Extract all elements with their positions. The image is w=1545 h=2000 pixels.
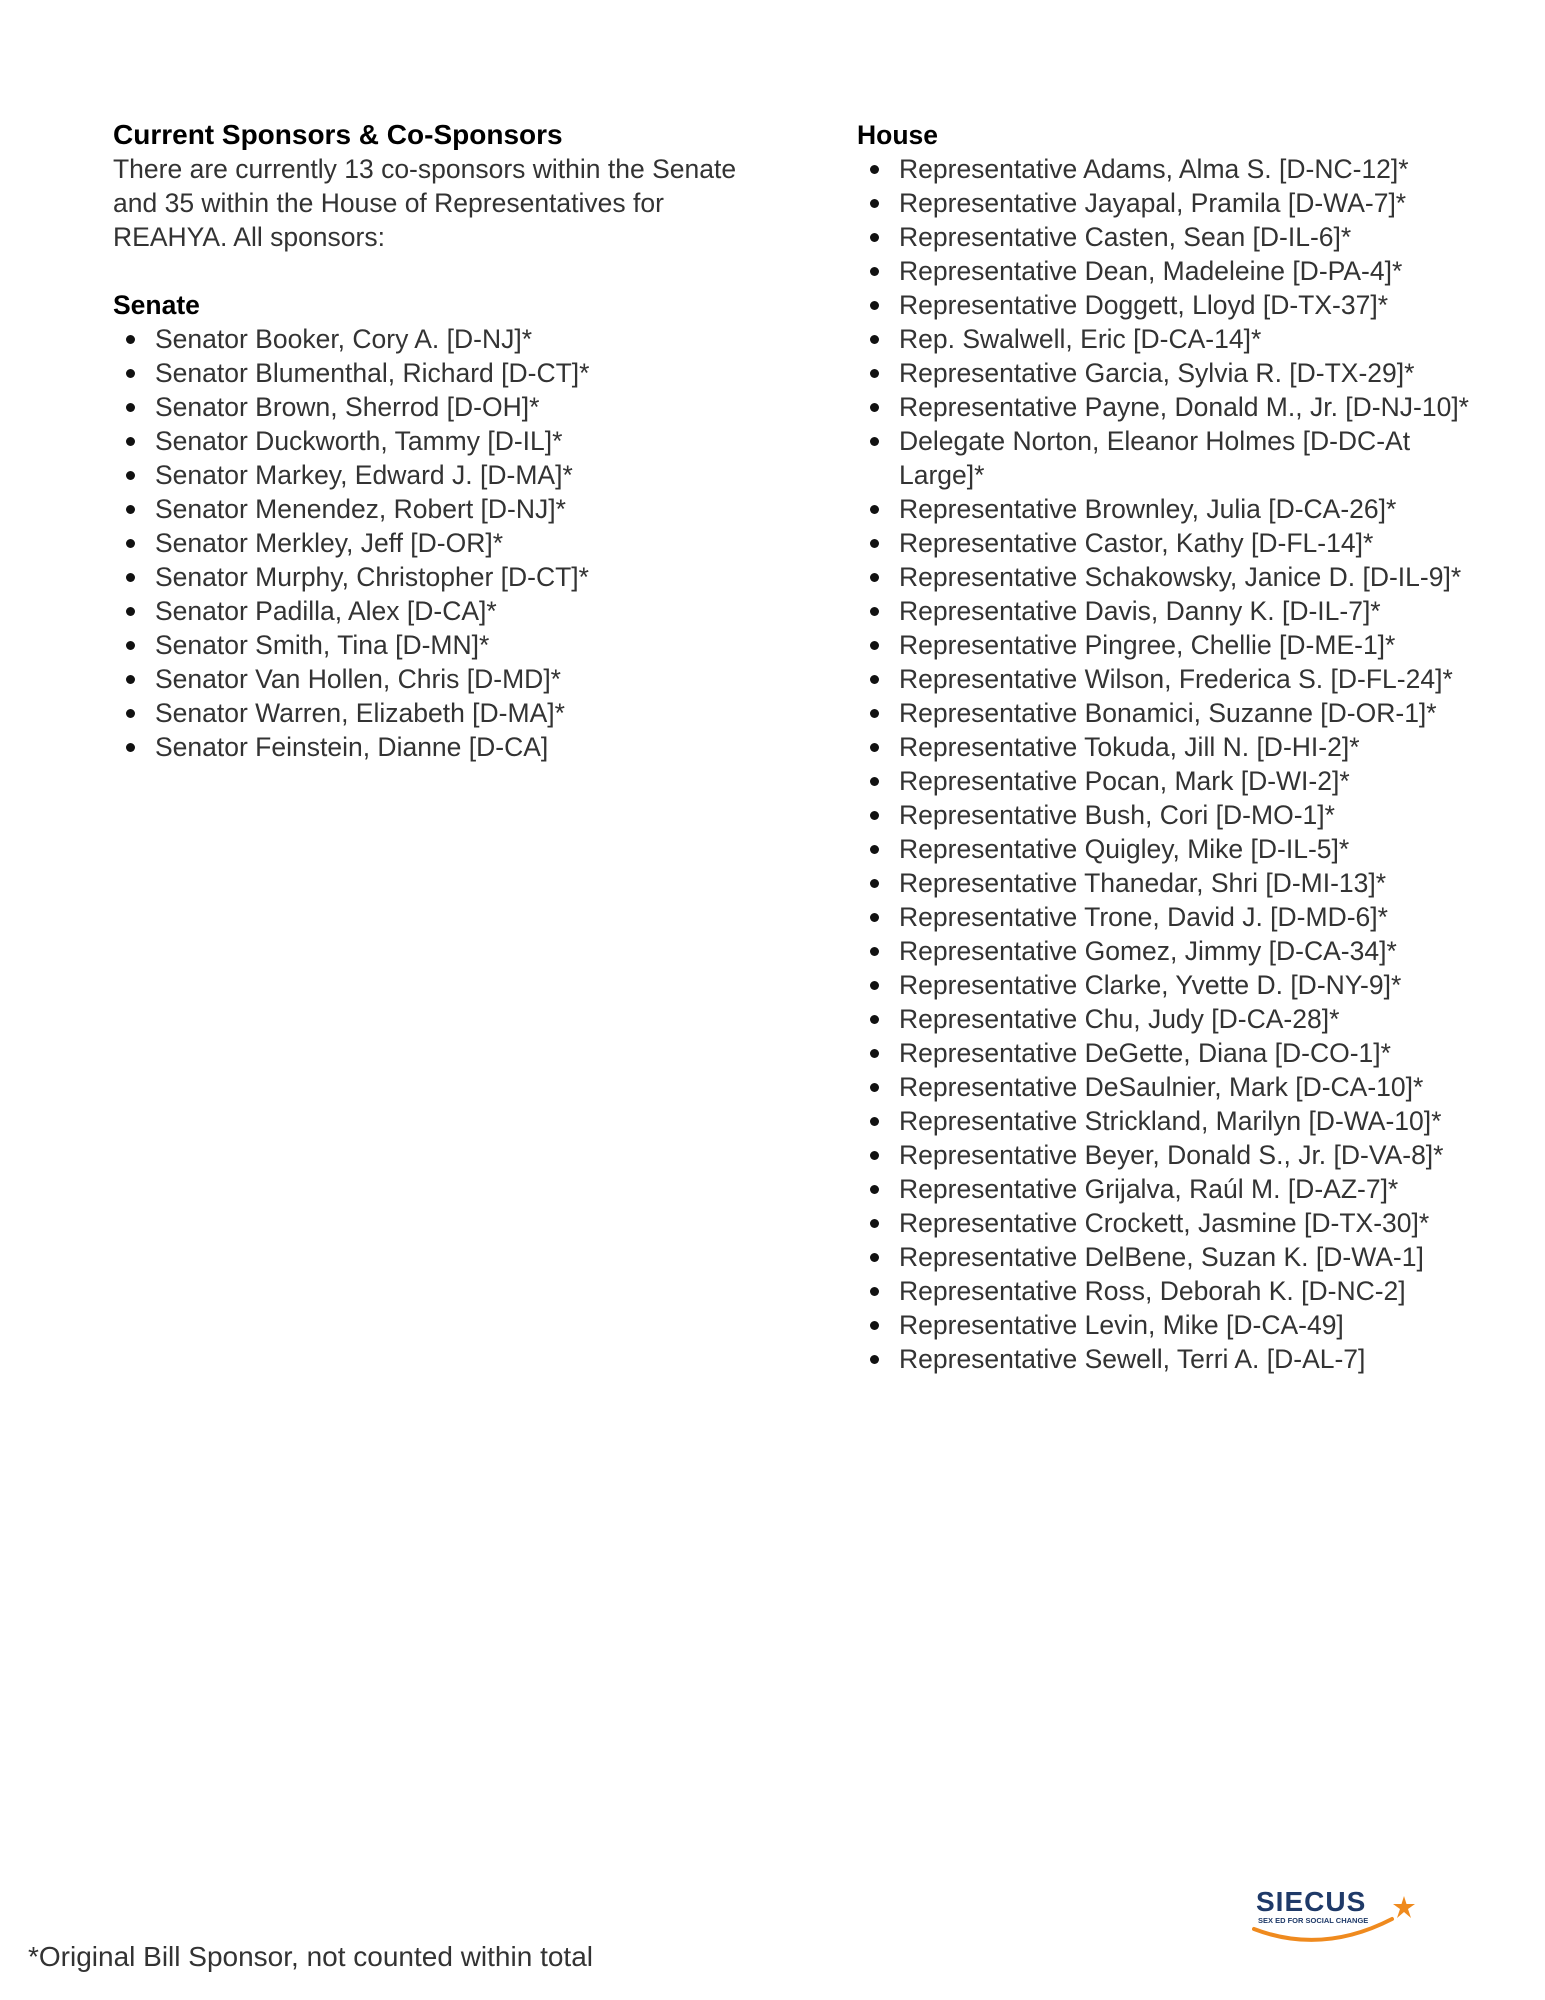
- house-list-item: Representative Davis, Danny K. [D-IL-7]*: [899, 594, 1497, 628]
- senate-list: [113, 322, 753, 764]
- senate-list-item: Senator Feinstein, Dianne [D-CA]: [155, 730, 753, 764]
- house-list-item: Representative Casten, Sean [D-IL-6]*: [899, 220, 1497, 254]
- senate-list-item: Senator Murphy, Christopher [D-CT]*: [155, 560, 753, 594]
- house-list-item: Representative Thanedar, Shri [D-MI-13]*: [899, 866, 1497, 900]
- senate-list-item: Senator Merkley, Jeff [D-OR]*: [155, 526, 753, 560]
- house-list-item: Delegate Norton, Eleanor Holmes [D-DC-At Large]*: [899, 424, 1497, 492]
- house-list-item: Representative Dean, Madeleine [D-PA-4]*: [899, 254, 1497, 288]
- house-heading: House: [857, 120, 938, 150]
- house-list-item: Representative Bonamici, Suzanne [D-OR-1]*: [899, 696, 1497, 730]
- house-list-item: Rep. Swalwell, Eric [D-CA-14]*: [899, 322, 1497, 356]
- house-list-item: Representative DelBene, Suzan K. [D-WA-1]: [899, 1240, 1497, 1274]
- senate-list-item: Senator Brown, Sherrod [D-OH]*: [155, 390, 753, 424]
- house-list-item: Representative Wilson, Frederica S. [D-FL-24]*: [899, 662, 1497, 696]
- house-list-item: Representative Payne, Donald M., Jr. [D-NJ-10]*: [899, 390, 1497, 424]
- senate-heading: Senate: [113, 290, 200, 320]
- senate-list-item: Senator Padilla, Alex [D-CA]*: [155, 594, 753, 628]
- house-list-item: Representative Quigley, Mike [D-IL-5]*: [899, 832, 1497, 866]
- senate-list-item: Senator Markey, Edward J. [D-MA]*: [155, 458, 753, 492]
- house-list-item: Representative Clarke, Yvette D. [D-NY-9]*: [899, 968, 1497, 1002]
- siecus-logo: [1252, 1883, 1442, 1953]
- house-list-item: Representative Brownley, Julia [D-CA-26]*: [899, 492, 1497, 526]
- senate-list-item: Senator Van Hollen, Chris [D-MD]*: [155, 662, 753, 696]
- right-column: [857, 118, 1497, 1376]
- footnote: *Original Bill Sponsor, not counted within total: [28, 1941, 593, 1972]
- house-list-item: Representative Schakowsky, Janice D. [D-IL-9]*: [899, 560, 1497, 594]
- house-list-item: Representative Grijalva, Raúl M. [D-AZ-7]*: [899, 1172, 1497, 1206]
- house-list-item: Representative Bush, Cori [D-MO-1]*: [899, 798, 1497, 832]
- logo-wordmark: SIECUS: [1256, 1886, 1367, 1917]
- house-list-item: Representative Beyer, Donald S., Jr. [D-VA-8]*: [899, 1138, 1497, 1172]
- left-column: [113, 118, 753, 764]
- senate-list-item: Senator Blumenthal, Richard [D-CT]*: [155, 356, 753, 390]
- house-list-item: Representative Levin, Mike [D-CA-49]: [899, 1308, 1497, 1342]
- senate-list-item: Senator Menendez, Robert [D-NJ]*: [155, 492, 753, 526]
- house-list-item: Representative Garcia, Sylvia R. [D-TX-29]*: [899, 356, 1497, 390]
- senate-list-item: Senator Warren, Elizabeth [D-MA]*: [155, 696, 753, 730]
- house-list-item: Representative Doggett, Lloyd [D-TX-37]*: [899, 288, 1497, 322]
- house-list-item: Representative Pingree, Chellie [D-ME-1]*: [899, 628, 1497, 662]
- house-list-item: Representative Crockett, Jasmine [D-TX-30]*: [899, 1206, 1497, 1240]
- senate-list-item: Senator Booker, Cory A. [D-NJ]*: [155, 322, 753, 356]
- house-list-item: Representative DeGette, Diana [D-CO-1]*: [899, 1036, 1497, 1070]
- house-list-item: Representative Gomez, Jimmy [D-CA-34]*: [899, 934, 1497, 968]
- page-title: Current Sponsors & Co-Sponsors: [113, 119, 563, 150]
- house-list-item: Representative Chu, Judy [D-CA-28]*: [899, 1002, 1497, 1036]
- house-list-item: Representative Sewell, Terri A. [D-AL-7]: [899, 1342, 1497, 1376]
- house-list-item: Representative Ross, Deborah K. [D-NC-2]: [899, 1274, 1497, 1308]
- house-list-item: Representative Tokuda, Jill N. [D-HI-2]*: [899, 730, 1497, 764]
- house-list-item: Representative DeSaulnier, Mark [D-CA-10]*: [899, 1070, 1497, 1104]
- house-list-item: Representative Castor, Kathy [D-FL-14]*: [899, 526, 1497, 560]
- logo-tagline: SEX ED FOR SOCIAL CHANGE: [1258, 1916, 1369, 1925]
- house-list: [857, 152, 1497, 1376]
- house-list-item: Representative Strickland, Marilyn [D-WA-10]*: [899, 1104, 1497, 1138]
- house-list-item: Representative Adams, Alma S. [D-NC-12]*: [899, 152, 1497, 186]
- senate-list-item: Senator Smith, Tina [D-MN]*: [155, 628, 753, 662]
- house-list-item: Representative Pocan, Mark [D-WI-2]*: [899, 764, 1497, 798]
- house-list-item: Representative Trone, David J. [D-MD-6]*: [899, 900, 1497, 934]
- star-icon: [1393, 1896, 1415, 1918]
- intro-paragraph: There are currently 13 co-sponsors within the Senate and 35 within the House of Representatives for REAHYA. All sponsors:: [113, 154, 737, 252]
- senate-list-item: Senator Duckworth, Tammy [D-IL]*: [155, 424, 753, 458]
- house-list-item: Representative Jayapal, Pramila [D-WA-7]*: [899, 186, 1497, 220]
